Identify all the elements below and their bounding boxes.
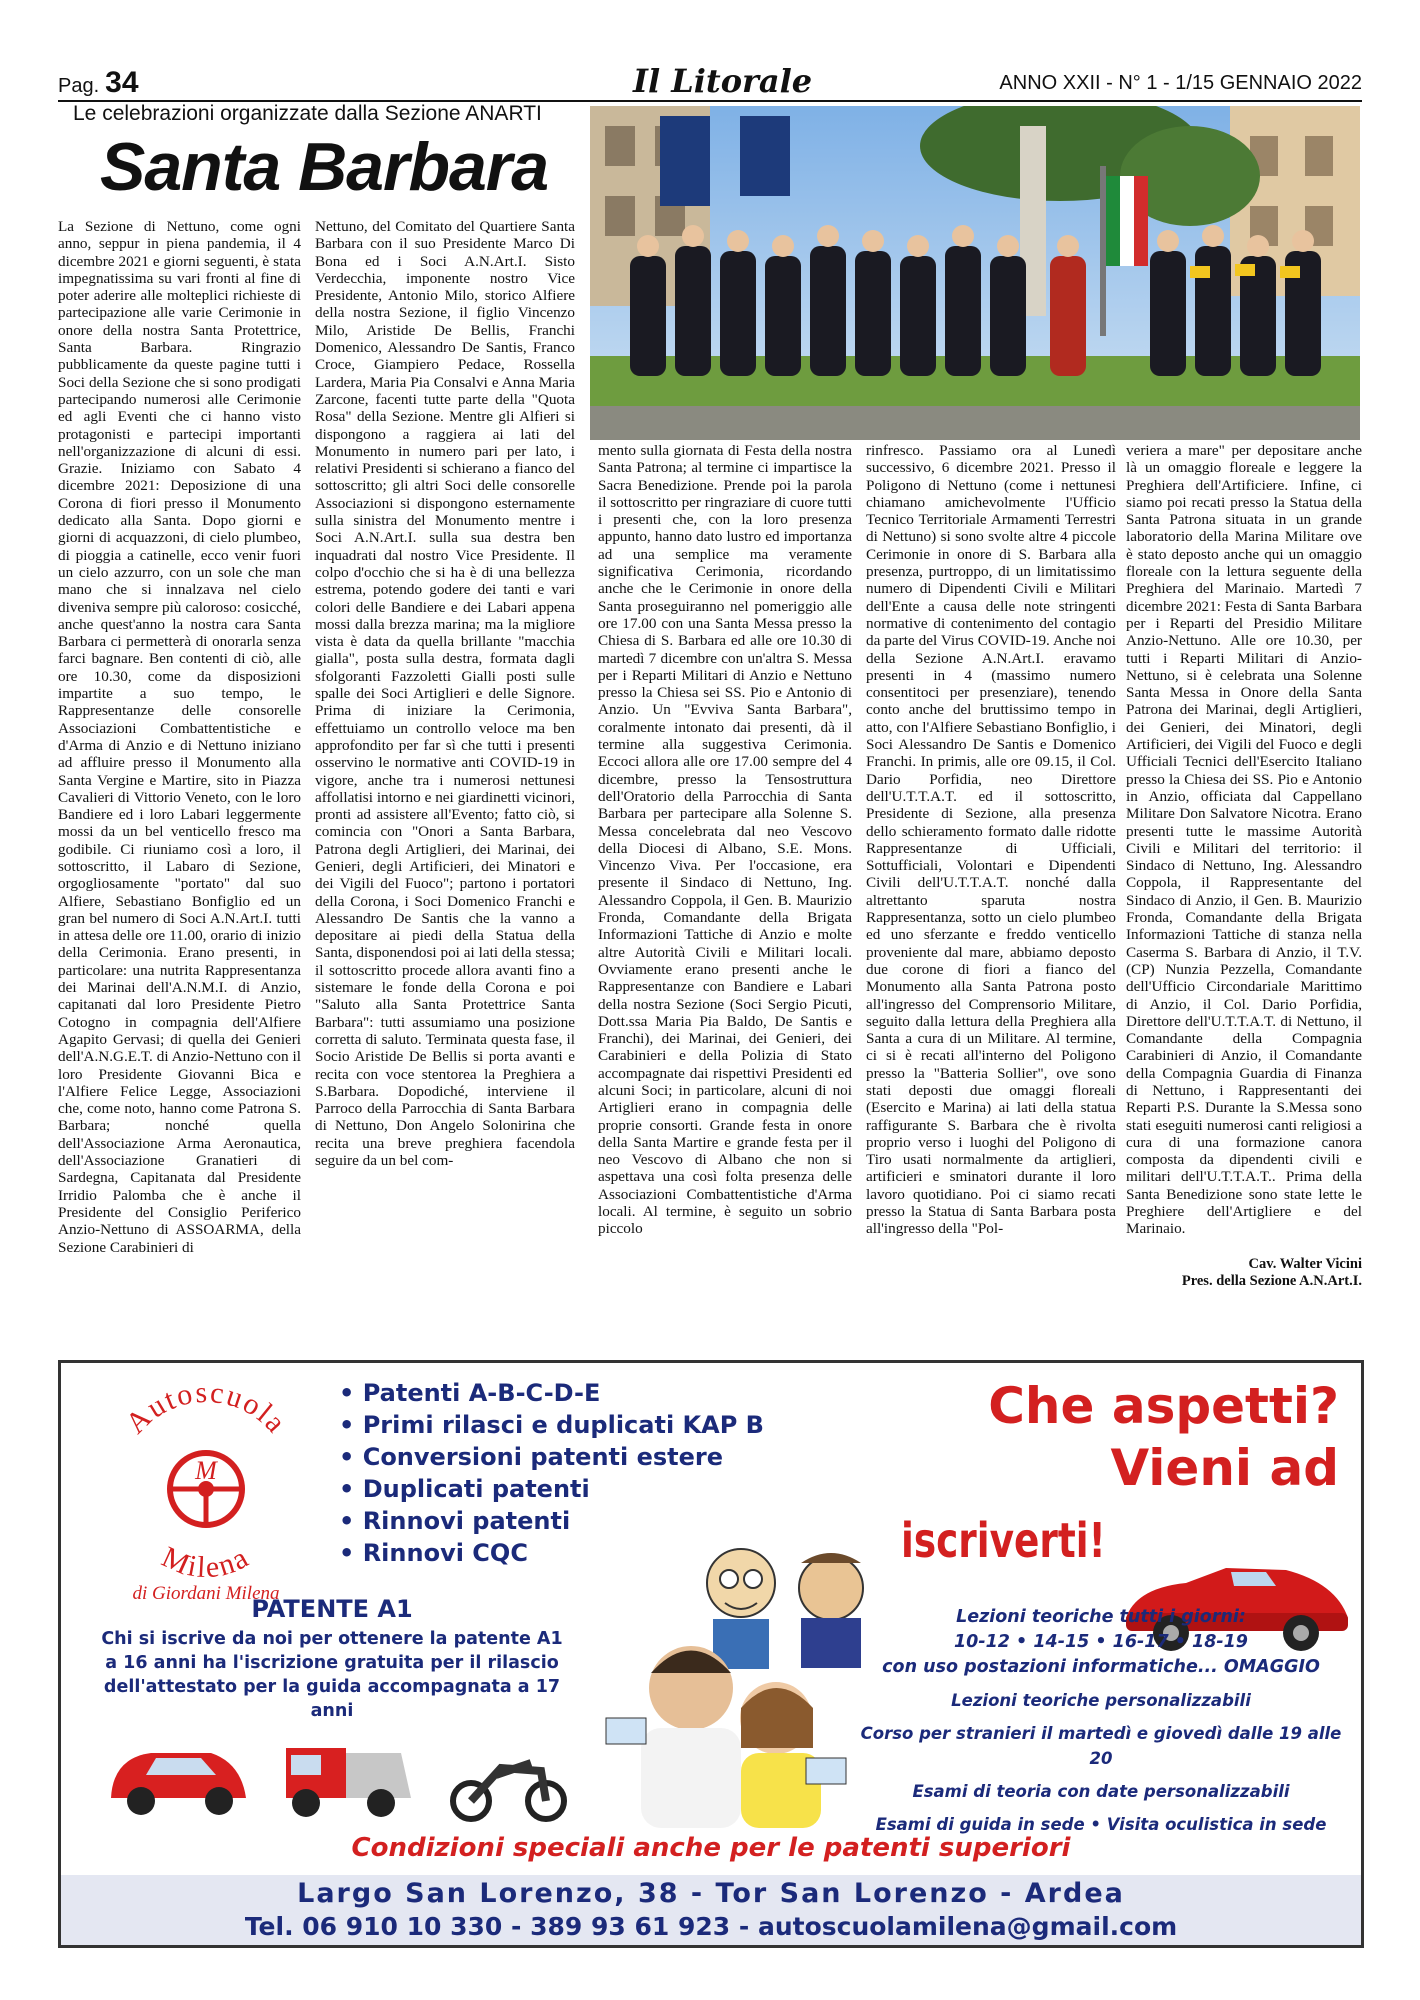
lessons-line: Lezioni teoriche personalizzabili [951, 1691, 1251, 1710]
lessons-info [851, 1605, 1351, 1837]
masthead: Il Litorale [633, 62, 813, 100]
service-item: • Rinnovi patenti [339, 1505, 764, 1537]
logo-letter: M [195, 1456, 217, 1485]
svg-text:Autoscuola [119, 1377, 293, 1440]
lessons-line: Corso per stranieri il martedì e giovedì dalle 19 alle 20 [860, 1724, 1342, 1768]
article-column-5-text: veriera a mare" per depositare anche là un omaggio floreale e leggere la Preghiera dell'Artificiere. Infine, ci siamo poi recati presso la Statua della Santa Patrona situata in un grande laboratorio della Marina Militare ove è stato deposto anche qui un omaggio floreale con la lettura seguente della Preghiera del Marinaio. Martedì 7 dicembre 2021: Festa di Santa Barbara per i Reparti del Presidio Militare Anzio-Nettuno. Alle ore 10.30, per tutti i Reparti Militari di Anzio-Nettuno, si è celebrata una Solenne Santa Messa in Onore della Santa Patrona dei Marinai, degli Artiglieri, dei Genieri, dei Minatori, degli Artificieri, dei Vigili del Fuoco e degli Ufficiali Tecnici dell'Esercito Italiano presso la Chiesa dei SS. Pio e Antonio in Anzio, officiata dal Cappellano Militare Don Salvatore Nicotra. Erano presenti tutte le massime Autorità Civili e Militari del territorio: il Sindaco di Nettuno, Ing. Alessandro Coppola, il Rappresentante del Sindaco di Anzio, il Gen. B. Maurizio Fronda, Comandante della Brigata Informazioni Tattiche di stanza nella Caserma S. Barbara di Anzio, il T.V. (CP) Nunzia Pezzella, Comandante dell'Ufficio Circondariale Marittimo di Anzio, il Col. Dario Porfidia, Direttore dell'U.T.T.A.T. di Nettuno, il Comandante della Compagnia Carabinieri di Anzio, il Comandante della Compagnia Guardia di Finanza di Nettuno, i Rappresentanti dei Reparti P.S. Durante la S.Messa sono stati eseguiti numerosi canti religiosi a cura di una formazione canora composta da dipendenti civili e militari dell'U.T.T.A.T.. Prima della Santa Benedizione sono state lette le Preghiere dell'Artigliere e del Marinaio. [1126, 442, 1362, 1238]
service-item: • Conversioni patenti estere [339, 1441, 764, 1473]
ceremony-photo [590, 106, 1360, 440]
address: Largo San Lorenzo, 38 - Tor San Lorenzo - Ardea [297, 1878, 1125, 1909]
cta-line-2: Vieni ad [1110, 1439, 1339, 1497]
patente-a1-box [97, 1595, 567, 1723]
lessons-line: Esami di teoria con date personalizzabili [912, 1782, 1290, 1801]
article-column-2: Nettuno, del Comitato del Quartiere Santa Barbara con il suo Presidente Marco Di Bona ed i Soci A.N.Art.I. Sisto Verdecchia, imponente nostro Vice Presidente, Antonio Milo, storico Alfiere della nostra Sezione, il figlio Vincenzo Milo, Aristide De Bellis, Franchi Domenico, Alessandro De Santis, Franco Croce, Giampiero Pedace, Rossella Lardera, Maria Pia Consalvi e Anna Maria Zarcone, facenti tutte parte della "Quota Rosa" della Sezione. Mentre gli Alfieri si dispongono a raggiera ai lati del Monumento in numero pari per lato, i relativi Presidenti si schierano a fianco del sottoscritto; gli altri Soci delle consorelle Associazioni si dispongono esternamente sulla sinistra del Monumento mentre i Soci A.N.Art.I. sulla sua destra ben inquadrati dal nostro Vice Presidente. Il colpo d'occhio che si ha è di una bellezza estrema, potendo godere dei tanti e vari colori delle Bandiere e dei Labari appena mossi dalla brezza marina; ma la migliore vista è data da quella brillante "macchia gialla", posta sulla destra, formata dagli sfolgoranti Fazzoletti Gialli posti sulle spalle dei Soci Artiglieri e delle Signore. Prima di iniziare la Cerimonia, effettuiamo un controllo veloce ma ben approfondito per far sì che tutti i presenti osservino le normative anti COVID-19 in vigore, anche tra i numerosi nettunesi affollatisi intorno e nei giardinetti vicinori, pronti ad assistere all'Evento; fatto ciò, si comincia con "Onori a Santa Barbara, Patrona degli Artiglieri, dei Marinai, dei Genieri, degli Artificieri, dei Minatori e dei Vigili del Fuoco"; partono i portatori della Corona, i Soci Domenico Franchi e Alessandro De Santis che la vanno a depositare ai piedi della Statua della Santa, disponendosi poi ai lati della stessa; il sottoscritto procede allora avanti fino a sistemare le fonde della Corona e poi "Saluto alla Santa Protettrice Santa Barbara": tutti assumiamo una posizione corretta di saluto. Terminata questa fase, il Socio Aristide De Bellis si porta avanti e recita con voce stentorea la Preghiera a S.Barbara. Dopodiché, interviene il Parroco della Parrocchia di Santa Barbara di Nettuno, Don Angelo Solonirina che recita una breve preghiera facendola seguire da un bel com- [315, 218, 575, 1170]
service-item: • Duplicati patenti [339, 1473, 764, 1505]
vehicles-illustration [101, 1713, 571, 1823]
page-header [58, 64, 1362, 102]
service-item: • Rinnovi CQC [339, 1537, 764, 1569]
lessons-line: Lezioni teoriche tutti i giorni: [956, 1607, 1246, 1627]
cta-line-3: iscriverti! [901, 1513, 1106, 1569]
service-item: • Primi rilasci e duplicati KAP B [339, 1409, 764, 1441]
article-kicker: Le celebrazioni organizzate dalla Sezione ANARTI [73, 102, 542, 125]
page-number: Pag. 34 [58, 66, 139, 99]
svg-text:Milena [157, 1540, 255, 1584]
service-item: • Patenti A-B-C-D-E [339, 1377, 764, 1409]
a1-text: Chi si iscrive da noi per ottenere la patente A1 a 16 anni ha l'iscrizione gratuita per il rilascio dell'attestato per la guida accompagnata a 17 anni [101, 1629, 563, 1721]
article-column-1: La Sezione di Nettuno, come ogni anno, seppur in piena pandemia, il 4 dicembre 2021 e giorni seguenti, è stata impegnatissima su vari fronti al fine di poter aderire alle molteplici richieste di partecipazione alle varie Cerimonie in onore della nostra Santa Protettrice, Santa Barbara. Ringrazio pubblicamente da queste pagine tutti i Soci della Sezione che si sono prodigati partecipando numerosi alle Cerimonie ed agli Eventi che ci hanno visto protagonisti e partecipi importanti nell'organizzazione di alcuni di essi. Grazie. Iniziamo con Sabato 4 dicembre 2021: Deposizione di una Corona di fiori presso il Monumento dedicato alla Santa. Dopo giorni e giorni di acquazzoni, di cielo plumbeo, di pioggia a catinelle, ecco venir fuori un cielo azzurro, con un sole che man mano che si innalzava nel cielo diveniva sempre più caloroso: cosicché, anche quest'anno la nostra cara Santa Barbara ci permetterà di onorarla senza farci bagnare. Ben contenti di ciò, alle ore 10.30, come da disposizioni impartite a suo tempo, le Rappresentanze delle consorelle Associazioni Combattentistiche e d'Arma di Anzio e di Nettuno iniziano ad affluire presso il Monumento alla Santa Vergine e Martire, sito in Piazza Cavalieri di Vittorio Veneto, con le loro Bandiere ed i loro Labari leggermente mossi da un bel venticello fresco ma godibile. Ci riuniamo così a loro, il sottoscritto, il Labaro di Sezione, orgogliosamente "portato" dal suo Alfiere, Sebastiano Bonfiglio ed un gran bel numero di Soci A.N.Art.I. tutti in attesa delle ore 11.00, orario di inizio della Cerimonia. Erano presenti, in particolare: una nutrita Rappresentanza dei Marinai dell'A.N.M.I. di Anzio, capitanati dal loro Presidente Pietro Cotogno in compagnia dell'Alfiere Agapito Gervasi; di quella dei Genieri dell'A.N.G.E.T. di Anzio-Nettuno con il loro Presidente Giovanni Bica e l'Alfiere Felice Legge, Associazioni che, come noto, hanno come Patrona S. Barbara; nonché quella dell'Associazione Arma Aeronautica, dell'Associazione Granatieri di Sardegna, Capitanata dal Presidente Irridio Palomba che è anche il Presidente del Consiglio Periferico Anzio-Nettuno di ASSOARMA, della Sezione Carabinieri di [58, 218, 301, 1256]
phone-email[interactable]: Tel. 06 910 10 330 - 389 93 61 923 - autoscuolamilena@gmail.com [244, 1912, 1178, 1941]
logo-owner: di Giordani Milena [132, 1583, 280, 1604]
article-signature [1126, 1256, 1362, 1290]
logo-bottom-text: Milena [156, 1540, 256, 1585]
contact-bar [61, 1875, 1361, 1945]
logo-top-text: Autoscuola [119, 1377, 294, 1441]
article-column-3: mento sulla giornata di Festa della nostra Santa Patrona; al termine ci impartisce la Sacra Benedizione. Prende poi la parola il sottoscritto per ringraziare di cuore tutti i presenti che, con la loro presenza appunto, hanno dato lustro ed importanza ad una semplice ma veramente significativa Cerimonia, ricordando anche che le Cerimonie in onore della Santa proseguiranno nel pomeriggio alle ore 17.00 con una Santa Messa presso la Chiesa di S. Barbara ed alle ore 10.30 di martedì 7 dicembre con un'altra S. Messa per i Reparti Militari di Anzio e Nettuno presso la Chiesa sei SS. Pio e Antonio di Anzio. Un "Evviva Santa Barbara", coralmente intonato dai presenti, dà il termine alla suggestiva Cerimonia. Eccoci allora alle ore 17.00 sempre del 4 dicembre, presso la Tensostruttura dell'Oratorio della Parrocchia di Santa Barbara per partecipare alla Solenne S. Messa concelebrata dal neo Vescovo della Diocesi di Albano, S.E. Mons. Vincenzo Viva. Per l'occasione, era presente il Sindaco di Nettuno, Ing. Alessandro Coppola, il Gen. B. Maurizio Fronda, Comandante della Brigata Informazioni Tattiche di Anzio e molte altre Autorità Civili e Militari locali. Ovviamente erano presenti anche le Rappresentanze con Bandiere e Labari della nostra Sezione (Soci Sergio Picuti, Dott.ssa Maria Pia Baldo, De Santis e Franchi), dei Marinai, dei Genieri, dei Carabinieri e della Polizia di Stato accompagnate dai rispettivi Presidenti ed alcuni Soci; in particolare, alcuni di noi Artiglieri erano in compagnia delle proprie consorti. Grande festa in onore della Santa Martire e grande festa per il neo Vescovo di Albano che non si aspettava una così folta presenza delle Associazioni Combattentistiche d'Arma locali. Al termine, è seguito un sobrio piccolo [598, 442, 852, 1238]
signature-role: Pres. della Sezione A.N.Art.I. [1181, 1273, 1362, 1289]
cta-line-1: Che aspetti? [988, 1377, 1339, 1435]
lessons-line: Esami di guida in sede • Visita oculistica in sede [875, 1815, 1327, 1834]
lessons-line: 10-12 • 14-15 • 16-17 • 18-19 [954, 1632, 1248, 1652]
a1-title: PATENTE A1 [251, 1595, 413, 1623]
driving-school-advert [58, 1360, 1364, 1948]
article-column-4: rinfresco. Passiamo ora al Lunedì successivo, 6 dicembre 2021. Presso il Poligono di Nettuno (come i nettunesi chiamano amichevolmente l'Ufficio Tecnico Territoriale Armamenti Terrestri di Nettuno) si sono svolte altre 4 piccole Cerimonie in onore di S. Barbara alla presenza, purtroppo, di un limitatissimo numero di Dipendenti Civili e Militari dell'Ente a causa delle note stringenti normative di contenimento del contagio da parte del Virus COVID-19. Anche noi della Sezione A.N.Art.I. eravamo presenti in 4 (massimo numero consentitoci per presenziare), tenendo conto anche del bruttissimo tempo in atto, con l'Alfiere Sebastiano Bonfiglio, i Soci Alessandro De Santis e Domenico Franchi. In primis, alle ore 09.15, il Col. Dario Porfidia, neo Direttore dell'U.T.T.A.T. ed il sottoscritto, Presidente di Sezione, alla presenza dello schieramento formato dalle ridotte Rappresentanze di Ufficiali, Sottufficiali, Volontari e Dipendenti Civili dell'U.T.T.A.T. nonché dalla altrettanto sparuta nostra Rappresentanza, sotto un cielo plumbeo ed uno sferzante e freddo venticello proveniente dal mare, abbiamo deposto due corone di fiori a fianco del Monumento alla Santa Patrona posto all'ingresso del Comprensorio Militare, seguito dalla lettura della Preghiera alla Santa a cura di un Militare. Al termine, ci si è recati all'interno del Poligono presso la "Batteria Sollier", ove sono stati deposti due omaggi floreali (Esercito e Marina) ai lati della statua raffigurante S. Barbara che è rivolta proprio verso i luoghi del Poligono di Tiro usati normalmente da artiglieri, artificieri e sminatori durante il loro lavoro quotidiano. Poi ci siamo recati presso la Statua di Santa Barbara posta all'ingresso della "Pol- [866, 442, 1116, 1238]
happy-students-photo [581, 1618, 861, 1828]
article-title: Santa Barbara [100, 129, 549, 205]
autoscuola-logo [81, 1377, 331, 1607]
article-column-5 [1126, 442, 1362, 1346]
special-conditions: Condizioni speciali anche per le patenti superiori [351, 1833, 1071, 1863]
issue-info: ANNO XXII - N° 1 - 1/15 GENNAIO 2022 [999, 72, 1362, 94]
lessons-line: con uso postazioni informatiche... OMAGGIO [882, 1657, 1320, 1677]
signature-name: Cav. Walter Vicini [1248, 1256, 1362, 1272]
